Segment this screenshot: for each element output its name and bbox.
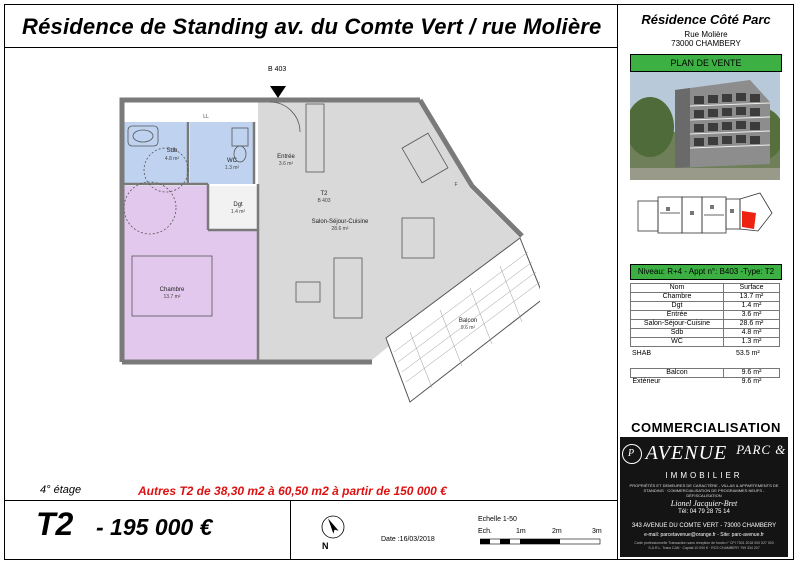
agent-name: Lionel Jacquier-Bret bbox=[670, 499, 738, 508]
agency-logo-mark: P bbox=[622, 444, 642, 464]
room-surface: 1.4 m² bbox=[724, 302, 780, 311]
agency-email: e-mail: parcetavenue@orange.fr - Site: parc-avenue.fr bbox=[644, 532, 764, 538]
agency-address: 343 AVENUE DU COMTE VERT - 73000 CHAMBERY bbox=[631, 523, 777, 529]
room-surface: 4.8 m² bbox=[724, 329, 780, 338]
key-plan bbox=[630, 183, 780, 261]
room-label-dgt: Dgt bbox=[233, 202, 243, 208]
balcon-label: Balcon bbox=[631, 369, 724, 378]
agent-phone: Tél: 04 79 28 75 14 bbox=[678, 509, 730, 515]
agency-logo-top: PARC & bbox=[736, 442, 787, 457]
room-label-t2: T2 bbox=[320, 191, 328, 197]
building-photo bbox=[630, 72, 780, 180]
room-area-sdb: 4.8 m² bbox=[164, 156, 180, 162]
residence-name: Résidence Côté Parc bbox=[641, 12, 771, 27]
room-area-chambre: 13.7 m² bbox=[163, 294, 181, 300]
fixture-f-label: F bbox=[454, 182, 458, 188]
entry-arrow-icon bbox=[270, 86, 286, 98]
room-label-salon: Salon-Séjour-Cuisine bbox=[311, 219, 369, 225]
scale-bar bbox=[480, 538, 602, 546]
agency-panel bbox=[620, 437, 788, 557]
residence-street: Rue Molière bbox=[684, 30, 728, 39]
shab-label: SHAB bbox=[632, 350, 652, 357]
table-row bbox=[631, 338, 780, 347]
room-surface: 1.3 m² bbox=[724, 338, 780, 347]
plan-date: Date :16/03/2018 bbox=[381, 536, 435, 543]
scale-tick: 3m bbox=[592, 528, 602, 535]
header-divider bbox=[4, 47, 617, 48]
agency-legal-line: S.A.R.L. Trans CAN · Capital 10 000 € · RCS CHAMBERY 799 334 207 bbox=[648, 546, 760, 550]
other-offers-text: Autres T2 de 38,30 m2 à 60,50 m2 à partir de 150 000 € bbox=[138, 484, 447, 498]
room-surface: 13.7 m² bbox=[724, 293, 780, 302]
room-area-salon: 28.6 m² bbox=[331, 226, 349, 232]
room-label-balcon: Balcon bbox=[458, 318, 478, 324]
room-name: Salon-Séjour-Cuisine bbox=[631, 320, 724, 329]
surface-table bbox=[630, 283, 780, 347]
exterieur-label: Extérieur bbox=[632, 378, 661, 385]
shab-value: 53.5 m² bbox=[736, 350, 760, 357]
north-compass-icon bbox=[318, 513, 348, 553]
room-surface: 3.6 m² bbox=[724, 311, 780, 320]
room-name: WC bbox=[631, 338, 724, 347]
exterieur-value: 9.6 m² bbox=[741, 378, 762, 385]
table-row bbox=[631, 293, 780, 302]
table-row bbox=[631, 378, 780, 387]
room-surface: 28.6 m² bbox=[724, 320, 780, 329]
table-row bbox=[631, 329, 780, 338]
table-row bbox=[631, 320, 780, 329]
column-header-surface: Surface bbox=[724, 284, 780, 293]
table-row bbox=[631, 369, 780, 378]
north-label: N bbox=[322, 541, 329, 551]
table-header-row bbox=[631, 284, 780, 293]
room-area-balcon: 9.6 m² bbox=[460, 325, 476, 331]
room-label-sdb: Sdb bbox=[166, 148, 178, 154]
commercialisation-label: COMMERCIALISATION bbox=[631, 420, 781, 435]
room-name: Sdb bbox=[631, 329, 724, 338]
room-label-chambre: Chambre bbox=[159, 287, 185, 293]
lot-header: Niveau: R+4 - Appt n°: B403 -Type: T2 bbox=[630, 264, 782, 280]
sidebar-divider bbox=[617, 4, 618, 560]
room-area-wc: 1.3 m² bbox=[224, 165, 240, 171]
balcon-value: 9.6 m² bbox=[724, 369, 780, 378]
table-row bbox=[631, 302, 780, 311]
room-label-entree: Entrée bbox=[277, 154, 295, 160]
room-area-entree: 3.6 m² bbox=[278, 161, 294, 167]
wc-fill bbox=[190, 122, 254, 184]
scale-title: Echelle 1-50 bbox=[478, 516, 517, 523]
room-area-t2: B 403 bbox=[317, 198, 331, 204]
agency-logo bbox=[620, 442, 788, 465]
entry-code-label: B 403 bbox=[268, 66, 287, 73]
column-header-nom: Nom bbox=[631, 284, 724, 293]
room-name: Dgt bbox=[631, 302, 724, 311]
apartment-type: T2 bbox=[36, 506, 74, 542]
agency-logo-sub: IMMOBILIER bbox=[665, 471, 743, 480]
table-row bbox=[631, 311, 780, 320]
room-name: Entrée bbox=[631, 311, 724, 320]
footer-divider bbox=[4, 500, 617, 501]
bathroom-fill bbox=[124, 122, 188, 184]
page-title: Résidence de Standing av. du Comte Vert / rue Molière bbox=[22, 14, 602, 39]
scale-tick: 1m bbox=[516, 528, 526, 535]
room-area-dgt: 1.4 m² bbox=[230, 209, 246, 215]
room-name: Chambre bbox=[631, 293, 724, 302]
footer-split bbox=[290, 500, 291, 560]
hall-fill bbox=[208, 186, 258, 230]
fixture-ll-label: LL bbox=[203, 114, 209, 120]
floor-plan bbox=[110, 78, 540, 408]
exterior-table bbox=[630, 368, 780, 386]
residence-city: 73000 CHAMBERY bbox=[671, 39, 741, 48]
scale-tick: 2m bbox=[552, 528, 562, 535]
plan-de-vente-badge: PLAN DE VENTE bbox=[630, 54, 782, 72]
scale-ech-label: Ech. bbox=[478, 528, 493, 535]
agency-legal-line: Carte professionnelle Transaction sans réception de fonds n° CPI 7301 2018 000 027 003 bbox=[634, 541, 774, 545]
agency-description: PROPRIÉTÉS ET DEMEURES DE CARACTÈRE - VILLAS & APPARTEMENTS DE STANDING · COMMERCIALISATION DE PROGRAMMES NEUFS - DÉFISCALISATION bbox=[629, 483, 779, 498]
floor-label: 4° étage bbox=[40, 484, 82, 496]
room-label-wc: WC bbox=[227, 158, 237, 164]
agency-logo-text: AVENUE bbox=[645, 442, 728, 464]
apartment-price: - 195 000 € bbox=[96, 514, 213, 540]
